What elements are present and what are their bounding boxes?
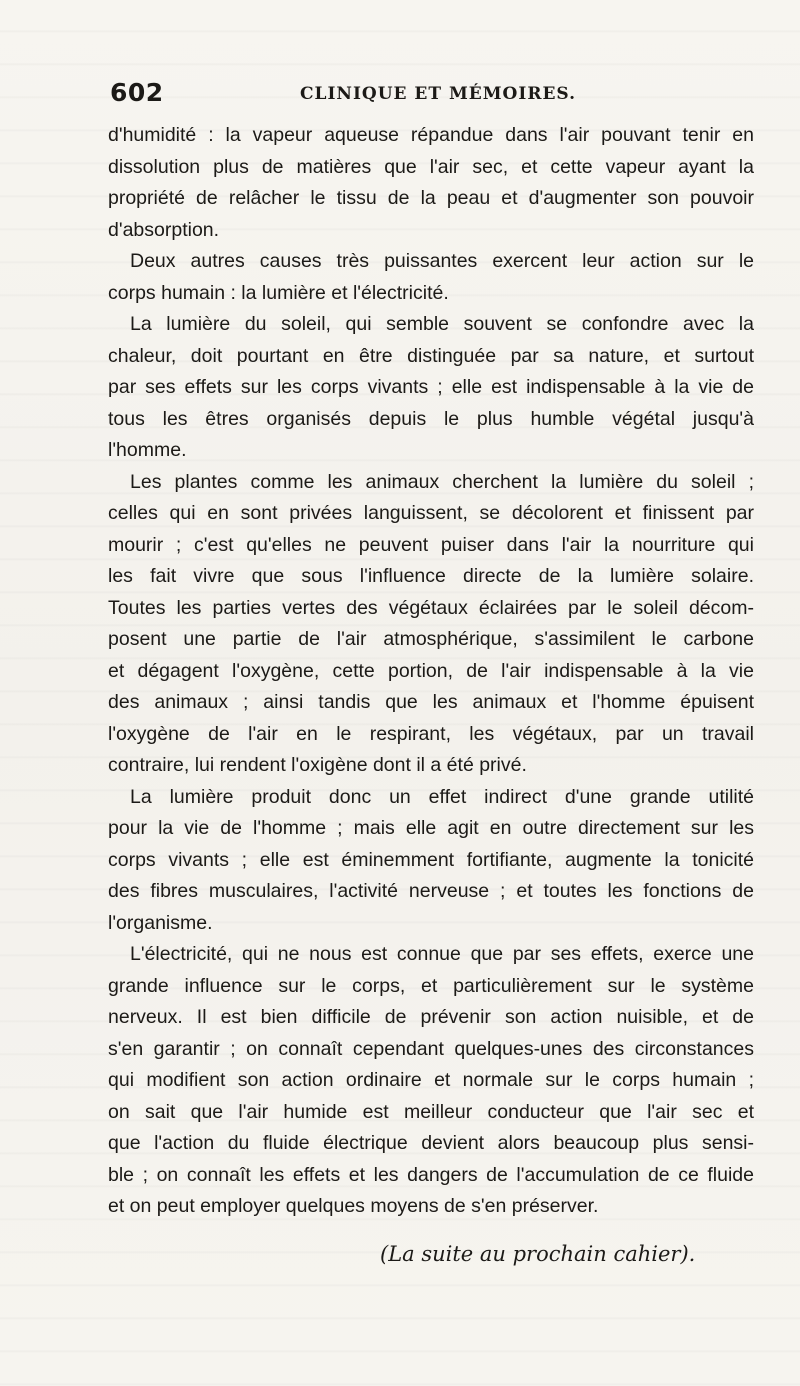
text-line: celles qui en sont privées languissent, se décolorent et finissent par <box>108 502 754 524</box>
text-line: des animaux ; ainsi tandis que les animaux et l'homme épuisent <box>108 691 754 713</box>
page-number: 602 <box>110 78 164 107</box>
text-line: nerveux. Il est bien difficile de prévenir son action nuisible, et de <box>108 1006 754 1028</box>
text-line: et on peut employer quelques moyens de s'en préserver. <box>108 1195 599 1217</box>
text-line: ble ; on connaît les effets et les dangers de l'accumulation de ce fluide <box>108 1163 754 1186</box>
text-line: l'homme. <box>108 439 187 461</box>
text-line: corps humain : la lumière et l'électricité. <box>108 281 449 304</box>
text-line: s'en garantir ; on connaît cependant quelques-unes des circonstances <box>108 1037 754 1060</box>
text-line: La lumière produit donc un effet indirect d'une grande utilité <box>130 785 754 808</box>
body-text <box>108 120 754 1223</box>
text-line: des fibres musculaires, l'activité nerveuse ; et toutes les fonctions de <box>108 880 754 902</box>
text-line: d'humidité : la vapeur aqueuse répandue dans l'air pouvant tenir en <box>108 124 754 146</box>
text-line: tous les êtres organisés depuis le plus humble végétal jusqu'à <box>108 407 754 430</box>
text-line: d'absorption. <box>108 218 220 241</box>
running-head: CLINIQUE ET MÉMOIRES. <box>300 84 576 104</box>
text-line: les fait vivre que sous l'influence directe de la lumière solaire. <box>108 565 754 587</box>
text-line: on sait que l'air humide est meilleur conducteur que l'air sec et <box>108 1100 754 1123</box>
text-line: contraire, lui rendent l'oxigène dont il a été privé. <box>108 754 527 776</box>
text-line: L'électricité, qui ne nous est connue que par ses effets, exerce une <box>130 943 754 965</box>
text-line: chaleur, doit pourtant en être distinguée par sa nature, et surtout <box>108 344 754 367</box>
text-line: mourir ; c'est qu'elles ne peuvent puiser dans l'air la nourriture qui <box>108 533 754 556</box>
text-line: grande influence sur le corps, et particulièrement sur le système <box>108 974 754 997</box>
text-line: Toutes les parties vertes des végétaux éclairées par le soleil décom- <box>108 596 754 619</box>
text-line: l'oxygène de l'air en le respirant, les végétaux, par un travail <box>108 722 754 745</box>
text-line: propriété de relâcher le tissu de la peau et d'augmenter son pouvoir <box>108 187 754 209</box>
text-line: dissolution plus de matières que l'air sec, et cette vapeur ayant la <box>108 155 754 178</box>
continuation-note: (La suite au prochain cahier). <box>380 1242 696 1266</box>
text-line: pour la vie de l'homme ; mais elle agit en outre directement sur les <box>108 817 754 839</box>
text-line: par ses effets sur les corps vivants ; elle est indispensable à la vie de <box>108 376 754 398</box>
text-line: corps vivants ; elle est éminemment fortifiante, augmente la tonicité <box>108 848 754 871</box>
text-line: qui modifient son action ordinaire et normale sur le corps humain ; <box>108 1069 754 1091</box>
text-line: que l'action du fluide électrique devient alors beaucoup plus sensi- <box>108 1132 754 1154</box>
text-line: et dégagent l'oxygène, cette portion, de l'air indispensable à la vie <box>108 659 754 682</box>
page-header <box>110 78 750 112</box>
text-line: l'organisme. <box>108 911 213 934</box>
text-line: posent une partie de l'air atmosphérique, s'assimilent le carbone <box>108 628 754 650</box>
text-line: Deux autres causes très puissantes exercent leur action sur le <box>130 250 754 272</box>
text-line: La lumière du soleil, qui semble souvent se confondre avec la <box>130 313 754 335</box>
text-line: Les plantes comme les animaux cherchent la lumière du soleil ; <box>130 470 754 493</box>
